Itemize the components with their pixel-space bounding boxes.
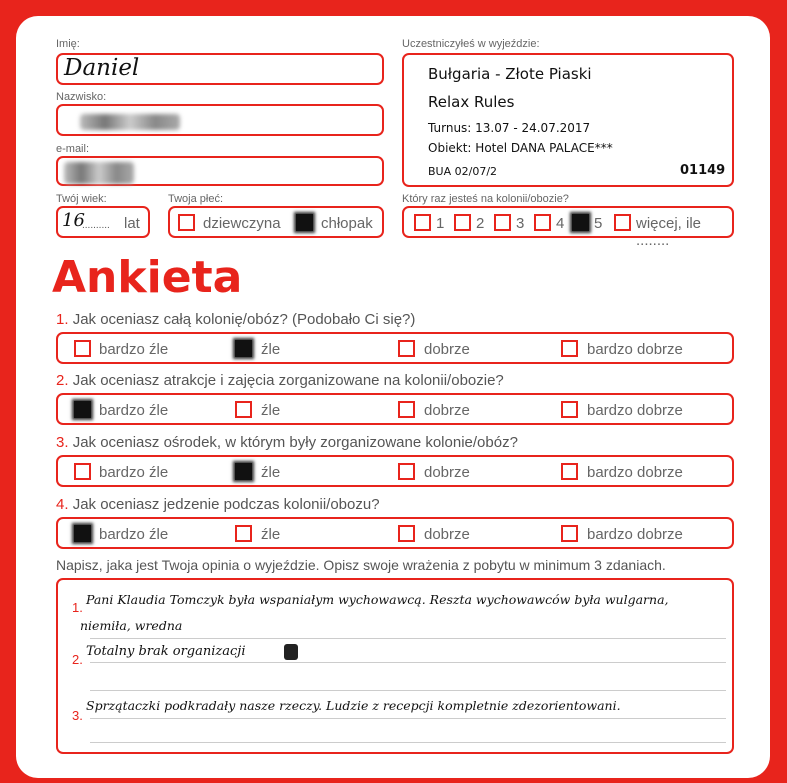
count-option-2: 2: [476, 215, 485, 232]
question-2-text: Jak oceniasz atrakcje i zajęcia zorganizowane na kolonii/obozie?: [72, 372, 504, 389]
q1-option-bardzo-dobrze: bardzo dobrze: [587, 341, 683, 358]
age-value: 16: [62, 210, 85, 231]
q3-option-bardzo-zle: bardzo źle: [99, 464, 169, 481]
checkbox-count-more[interactable]: [614, 214, 631, 231]
checkbox-count-2[interactable]: [454, 214, 471, 231]
opinion-prompt: Napisz, jaka jest Twoja opinia o wyjeździe. Opisz swoje wrażenia z pobytu w minimum 3 zdaniach.: [56, 557, 666, 573]
surname-field[interactable]: [56, 104, 384, 136]
question-2: [56, 372, 504, 389]
q3-checkbox-bardzo-zle[interactable]: [74, 463, 91, 480]
q4-option-zle: źle: [261, 526, 281, 543]
question-3: [56, 434, 518, 451]
checkbox-chlopak[interactable]: [296, 214, 313, 231]
trip-obiekt: Obiekt: Hotel DANA PALACE***: [428, 141, 613, 155]
q4-checkbox-bardzo-dobrze[interactable]: [561, 525, 578, 542]
q2-checkbox-bardzo-zle[interactable]: [74, 401, 91, 418]
q3-checkbox-dobrze[interactable]: [398, 463, 415, 480]
question-2-options: [56, 393, 734, 425]
question-4: [56, 496, 380, 513]
name-field[interactable]: [56, 53, 384, 85]
opinion-textarea[interactable]: [56, 578, 734, 754]
surname-label: Nazwisko:: [56, 91, 107, 103]
question-3-number: 3.: [56, 434, 69, 451]
checkbox-count-3[interactable]: [494, 214, 511, 231]
count-option-4: 4: [556, 215, 565, 232]
q1-checkbox-dobrze[interactable]: [398, 340, 415, 357]
question-4-options: [56, 517, 734, 549]
count-field: [402, 206, 734, 249]
q1-checkbox-bardzo-zle[interactable]: [74, 340, 91, 357]
email-field[interactable]: [56, 156, 384, 186]
q2-checkbox-bardzo-dobrze[interactable]: [561, 401, 578, 418]
q1-option-dobrze: dobrze: [424, 341, 470, 358]
trip-turnus: Turnus: 13.07 - 24.07.2017: [428, 121, 591, 135]
trip-program: Relax Rules: [428, 93, 515, 111]
opinion-line-1-text: Pani Klaudia Tomczyk była wspaniałym wychowawcą. Reszta wychowawców była wulgarna,: [86, 592, 669, 607]
checkbox-count-5[interactable]: [572, 214, 589, 231]
q4-checkbox-dobrze[interactable]: [398, 525, 415, 542]
q1-checkbox-zle[interactable]: [235, 340, 252, 357]
q2-checkbox-zle[interactable]: [235, 401, 252, 418]
opinion-line-2-number: 2.: [72, 652, 83, 667]
opinion-line-2-text: Totalny brak organizacji: [86, 644, 246, 659]
opinion-line-3-text: Sprzątaczki podkradały nasze rzeczy. Ludzie z recepcji kompletnie zdezorientowani.: [86, 698, 621, 713]
question-2-number: 2.: [56, 372, 69, 389]
q3-option-bardzo-dobrze: bardzo dobrze: [587, 464, 683, 481]
participant-label: Uczestniczyłeś w wyjeździe:: [402, 38, 540, 50]
gender-field: [168, 206, 384, 238]
writing-line-5: [90, 742, 726, 743]
question-1-number: 1.: [56, 311, 69, 328]
q1-checkbox-bardzo-dobrze[interactable]: [561, 340, 578, 357]
q2-option-dobrze: dobrze: [424, 402, 470, 419]
q2-checkbox-dobrze[interactable]: [398, 401, 415, 418]
q3-checkbox-bardzo-dobrze[interactable]: [561, 463, 578, 480]
redacted-email: [64, 162, 134, 184]
q3-option-dobrze: dobrze: [424, 464, 470, 481]
q4-option-bardzo-dobrze: bardzo dobrze: [587, 526, 683, 543]
checkbox-count-1[interactable]: [414, 214, 431, 231]
count-option-more: więcej, ile ........: [636, 215, 702, 249]
redacted-surname: [80, 114, 180, 130]
gender-label: Twoja płeć:: [168, 193, 224, 205]
question-1-options: [56, 332, 734, 364]
age-unit: lat: [124, 215, 140, 232]
checkbox-dziewczyna[interactable]: [178, 214, 195, 231]
writing-line-4: [90, 718, 726, 719]
checkbox-count-4[interactable]: [534, 214, 551, 231]
q1-option-bardzo-zle: bardzo źle: [99, 341, 169, 358]
question-1: [56, 311, 415, 328]
count-option-1: 1: [436, 215, 445, 232]
gender-option-girl: dziewczyna: [203, 215, 281, 232]
age-label: Twój wiek:: [56, 193, 107, 205]
age-dots: ..........: [82, 220, 110, 231]
q1-option-zle: źle: [261, 341, 281, 358]
survey-title: Ankieta: [52, 252, 243, 303]
opinion-line-1b-text: niemiła, wredna: [80, 618, 183, 633]
q3-option-zle: źle: [261, 464, 281, 481]
name-label: Imię:: [56, 38, 80, 50]
name-value: Daniel: [64, 55, 140, 81]
question-3-options: [56, 455, 734, 487]
q2-option-zle: źle: [261, 402, 281, 419]
q2-option-bardzo-dobrze: bardzo dobrze: [587, 402, 683, 419]
trip-info-box: [402, 53, 734, 187]
q4-option-bardzo-zle: bardzo źle: [99, 526, 169, 543]
opinion-line-1-number: 1.: [72, 600, 83, 615]
trip-destination: Bułgaria - Złote Piaski: [428, 65, 592, 83]
q4-checkbox-zle[interactable]: [235, 525, 252, 542]
q4-checkbox-bardzo-zle[interactable]: [74, 525, 91, 542]
q3-checkbox-zle[interactable]: [235, 463, 252, 480]
email-label: e-mail:: [56, 143, 90, 155]
q4-option-dobrze: dobrze: [424, 526, 470, 543]
question-4-number: 4.: [56, 496, 69, 513]
count-label: Który raz jesteś na kolonii/obozie?: [402, 193, 569, 205]
count-option-3: 3: [516, 215, 525, 232]
writing-line-1: [90, 638, 726, 639]
scribble-mark: [284, 644, 298, 660]
question-4-text: Jak oceniasz jedzenie podczas kolonii/obozu?: [72, 496, 380, 513]
opinion-line-3-number: 3.: [72, 708, 83, 723]
question-1-text: Jak oceniasz całą kolonię/obóz? (Podobało Ci się?): [72, 311, 416, 328]
count-option-5: 5: [594, 215, 603, 232]
trip-code: BUA 02/07/2: [428, 165, 498, 178]
trip-number: 01149: [680, 163, 726, 178]
gender-option-boy: chłopak: [321, 215, 373, 232]
writing-line-3: [90, 690, 726, 691]
age-field[interactable]: [56, 206, 150, 238]
writing-line-2: [90, 662, 726, 663]
question-3-text: Jak oceniasz ośrodek, w którym były zorganizowane kolonie/obóz?: [72, 434, 518, 451]
q2-option-bardzo-zle: bardzo źle: [99, 402, 169, 419]
